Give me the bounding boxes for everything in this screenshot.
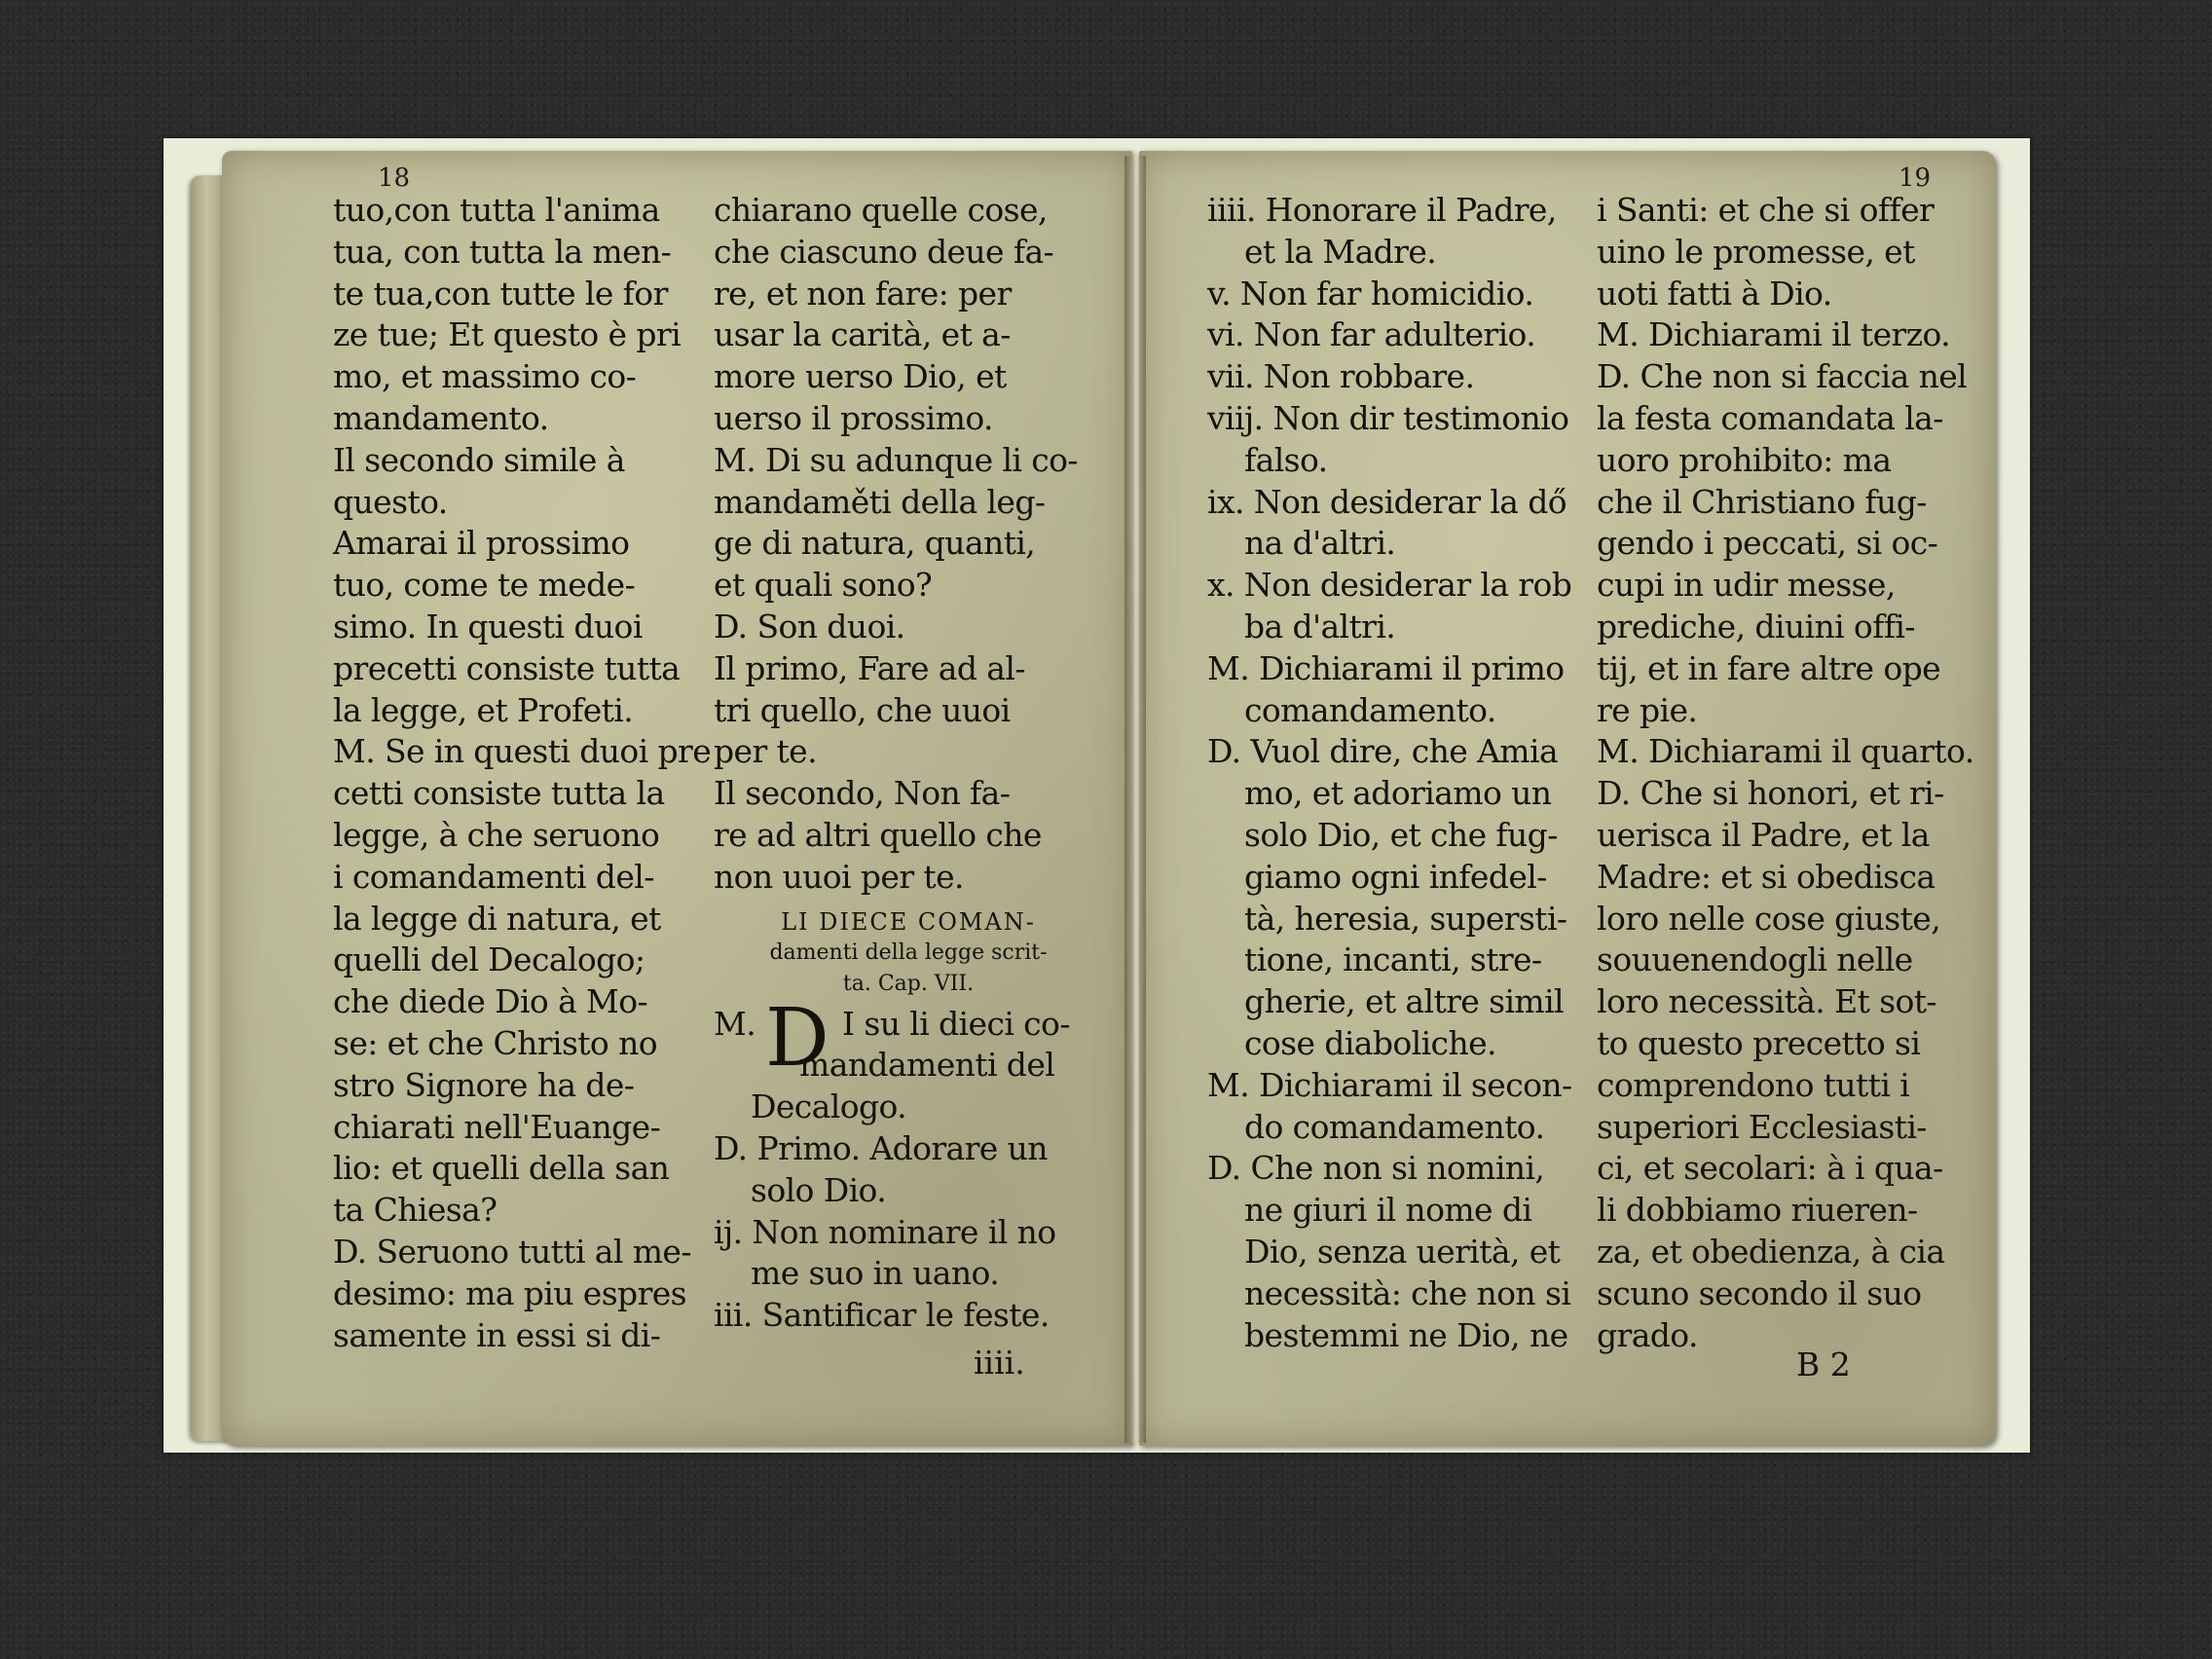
- text-line: precetti consiste tutta: [333, 648, 681, 687]
- text-line: loro necessità. Et sot-: [1597, 982, 1936, 1021]
- text-line: cose diaboliche.: [1244, 1023, 1496, 1062]
- text-line: lio: et quelli della san: [333, 1149, 670, 1188]
- text-line: i Santi: et che si offer: [1597, 191, 1935, 229]
- text-line: tuo, come te mede-: [333, 566, 636, 605]
- text-line: ze tue; Et questo è pri: [333, 315, 682, 354]
- text-line: Madre: et si obedisca: [1597, 857, 1936, 896]
- text-line: mandamenti del: [799, 1046, 1055, 1085]
- text-line: i comandamenti del-: [333, 857, 654, 896]
- text-line: samente in essi si di-: [333, 1315, 661, 1354]
- text-line: D. Vuol dire, che Amia: [1207, 732, 1559, 771]
- text-line: M. Se in questi duoi pre: [333, 732, 712, 771]
- text-line: viij. Non dir testimonio: [1207, 398, 1569, 437]
- text-line: desimo: ma piu espres: [333, 1273, 687, 1312]
- text-line: tuo,con tutta l'anima: [333, 191, 660, 229]
- text-line: per te.: [714, 732, 817, 771]
- signature-mark: B 2: [1796, 1346, 1851, 1383]
- text-line: uoti fatti à Dio.: [1597, 274, 1832, 313]
- text-line: non uuoi per te.: [714, 857, 964, 896]
- text-line: cetti consiste tutta la: [333, 774, 665, 813]
- text-line: te tua,con tutte le for: [333, 274, 668, 313]
- text-line: ba d'altri.: [1244, 607, 1396, 645]
- text-line: D. Che si honori, et ri-: [1597, 774, 1944, 813]
- right-column-2: [1597, 190, 1976, 1356]
- text-line: mo, et massimo co-: [333, 357, 637, 396]
- speaker-label: M.: [714, 1004, 756, 1043]
- text-line: re ad altri quello che: [714, 815, 1042, 854]
- text-line: M. Di su adunque li co-: [714, 440, 1078, 479]
- text-line: vii. Non robbare.: [1207, 357, 1475, 396]
- chapter-heading: LI DIECE COMAN-: [781, 907, 1036, 936]
- text-line: comprendono tutti i: [1597, 1065, 1910, 1104]
- text-line: x. Non desiderar la rob: [1207, 566, 1572, 605]
- text-line: giamo ogni infedel-: [1244, 857, 1547, 896]
- drop-cap: D: [764, 991, 830, 1085]
- text-line: Il secondo, Non fa-: [714, 774, 1011, 813]
- text-line: grado.: [1597, 1315, 1698, 1354]
- text-line: questo.: [333, 482, 448, 521]
- text-line: et quali sono?: [714, 566, 933, 605]
- text-line: tione, incanti, stre-: [1244, 940, 1542, 979]
- text-line: more uerso Dio, et: [714, 357, 1007, 396]
- text-line: scuno secondo il suo: [1597, 1273, 1922, 1312]
- text-line: comandamento.: [1244, 690, 1496, 729]
- text-line: la legge di natura, et: [333, 899, 661, 938]
- text-line: uoro prohibito: ma: [1597, 440, 1892, 479]
- text-line: I su li dieci co-: [842, 1004, 1070, 1043]
- text-line: M. Dichiarami il primo: [1207, 648, 1565, 687]
- text-line: quelli del Decalogo;: [333, 940, 645, 979]
- text-line: ta Chiesa?: [333, 1191, 498, 1230]
- text-line: uerisca il Padre, et la: [1597, 815, 1930, 854]
- text-line: D. Seruono tutti al me-: [333, 1232, 691, 1271]
- left-column-2: [714, 190, 1103, 1337]
- text-line: et la Madre.: [1244, 232, 1437, 271]
- text-line: vi. Non far adulterio.: [1207, 315, 1536, 354]
- text-line: tri quello, che uuoi: [714, 690, 1011, 729]
- text-line: iiii. Honorare il Padre,: [1207, 191, 1557, 229]
- text-line: ij. Non nominare il no: [714, 1212, 1056, 1251]
- text-line: che diede Dio à Mo-: [333, 982, 648, 1021]
- text-line: mandamento.: [333, 398, 549, 437]
- text-line: chiarano quelle cose,: [714, 191, 1048, 229]
- text-line: loro nelle cose giuste,: [1597, 899, 1941, 938]
- text-line: souuenendogli nelle: [1597, 940, 1913, 979]
- text-line: to questo precetto si: [1597, 1023, 1921, 1062]
- text-line: necessità: che non si: [1244, 1273, 1571, 1312]
- text-line: cupi in udir messe,: [1597, 566, 1896, 605]
- text-line: falso.: [1244, 440, 1328, 479]
- text-line: za, et obedienza, à cia: [1597, 1232, 1945, 1271]
- catchword: iiii.: [974, 1344, 1025, 1382]
- text-line: simo. In questi duoi: [333, 607, 643, 645]
- right-column-1: [1207, 190, 1587, 1356]
- text-line: solo Dio.: [751, 1170, 887, 1209]
- text-line: D. Che non si nomini,: [1207, 1149, 1545, 1188]
- text-line: gherie, et altre simil: [1244, 982, 1564, 1021]
- left-column-1: [333, 190, 713, 1356]
- text-line: ge di natura, quanti,: [714, 524, 1036, 563]
- text-line: D. Che non si faccia nel: [1597, 357, 1968, 396]
- text-line: v. Non far homicidio.: [1207, 274, 1534, 313]
- text-line: che il Christiano fug-: [1597, 482, 1927, 521]
- text-line: Dio, senza uerità, et: [1244, 1232, 1561, 1271]
- text-line: legge, à che seruono: [333, 815, 660, 854]
- chapter-heading-line: ta. Cap. VII.: [842, 971, 975, 996]
- text-line: tua, con tutta la men-: [333, 232, 672, 271]
- text-line: che ciascuno deue fa-: [714, 232, 1054, 271]
- right-folio: 19: [1899, 164, 1932, 193]
- text-line: Decalogo.: [751, 1088, 907, 1126]
- text-line: D. Primo. Adorare un: [714, 1128, 1048, 1167]
- text-line: li dobbiamo riueren-: [1597, 1191, 1918, 1230]
- text-line: stro Signore ha de-: [333, 1065, 635, 1104]
- text-line: D. Son duoi.: [714, 607, 905, 645]
- text-line: M. Dichiarami il secon-: [1207, 1065, 1572, 1104]
- text-line: me suo in uano.: [751, 1254, 1000, 1293]
- text-line: uerso il prossimo.: [714, 398, 993, 437]
- text-line: na d'altri.: [1244, 524, 1396, 563]
- text-line: ne giuri il nome di: [1244, 1191, 1532, 1230]
- text-line: superiori Ecclesiasti-: [1597, 1107, 1927, 1146]
- text-line: ix. Non desiderar la dő: [1207, 482, 1567, 521]
- left-folio: 18: [378, 164, 411, 193]
- chapter-heading-line: damenti della legge scrit-: [769, 940, 1048, 965]
- text-line: re pie.: [1597, 690, 1698, 729]
- text-line: M. Dichiarami il quarto.: [1597, 732, 1974, 771]
- text-line: Amarai il prossimo: [333, 524, 630, 563]
- text-line: usar la carità, et a-: [714, 315, 1011, 354]
- text-line: ci, et secolari: à i qua-: [1597, 1149, 1943, 1188]
- text-line: la festa comandata la-: [1597, 398, 1943, 437]
- text-line: se: et che Christo no: [333, 1023, 658, 1062]
- text-line: re, et non fare: per: [714, 274, 1012, 313]
- text-line: gendo i peccati, si oc-: [1597, 524, 1938, 563]
- text-line: tà, heresia, supersti-: [1244, 899, 1567, 938]
- text-line: tij, et in fare altre ope: [1597, 648, 1941, 687]
- text-line: Il secondo simile à: [333, 440, 625, 479]
- text-line: Il primo, Fare ad al-: [714, 648, 1025, 687]
- text-line: solo Dio, et che fug-: [1244, 815, 1558, 854]
- text-line: iii. Santificar le feste.: [714, 1296, 1050, 1335]
- text-line: mandaměti della leg-: [714, 482, 1046, 521]
- text-line: do comandamento.: [1244, 1107, 1545, 1146]
- text-line: prediche, diuini offi-: [1597, 607, 1915, 645]
- text-line: chiarati nell'Euange-: [333, 1107, 661, 1146]
- text-line: M. Dichiarami il terzo.: [1597, 315, 1951, 354]
- text-line: mo, et adoriamo un: [1244, 774, 1552, 813]
- text-line: uino le promesse, et: [1597, 232, 1915, 271]
- text-line: bestemmi ne Dio, ne: [1244, 1315, 1568, 1354]
- book-gutter: [1124, 156, 1146, 1443]
- text-line: la legge, et Profeti.: [333, 690, 634, 729]
